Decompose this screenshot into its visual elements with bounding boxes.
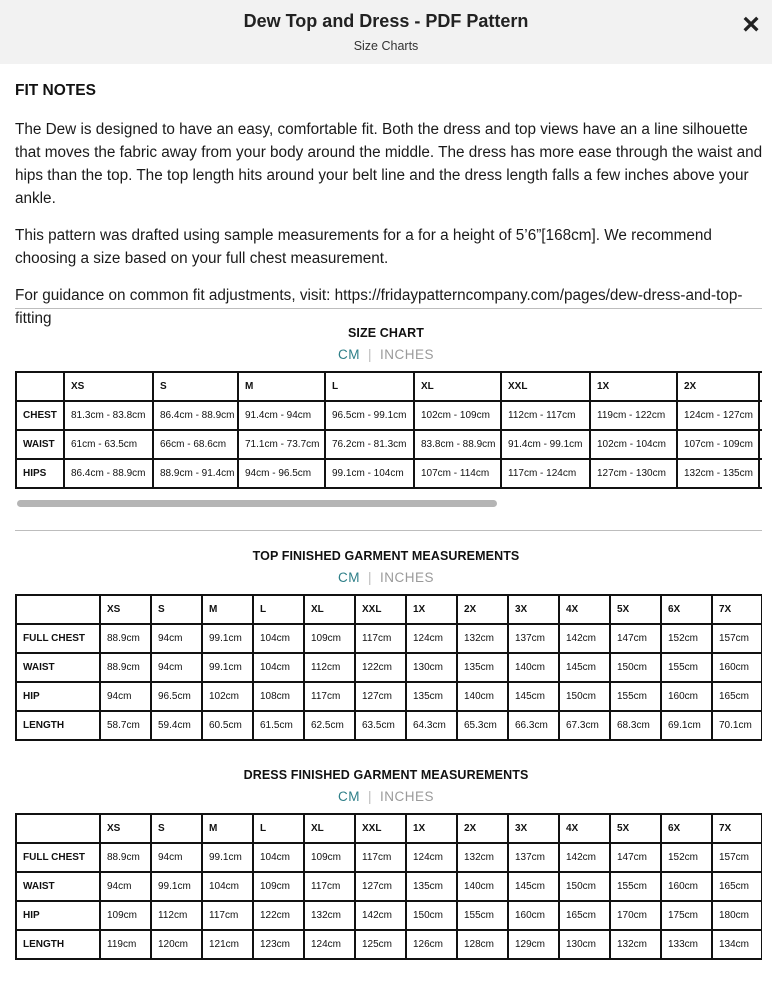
modal-title: Dew Top and Dress - PDF Pattern [243,11,529,31]
column-header [16,595,100,624]
row-header: CHEST [16,401,64,430]
row-header: LENGTH [16,930,100,959]
table-cell: 94cm [100,682,151,711]
table-cell: 128cm [457,930,508,959]
table-cell: 119cm - 122cm [590,401,677,430]
table-cell: 94cm [151,653,202,682]
table-header-row [16,595,762,624]
column-header: 2X [457,814,508,843]
table-cell: 88.9cm [100,843,151,872]
column-header: S [151,814,202,843]
column-header: M [202,814,253,843]
table-cell [759,459,762,488]
table-cell: 67.3cm [559,711,610,740]
column-header: XL [304,595,355,624]
column-header: XL [304,814,355,843]
table-cell: 155cm [610,682,661,711]
column-header: XXL [355,595,406,624]
table-cell: 76.2cm - 81.3cm [325,430,414,459]
table-cell: 59.4cm [151,711,202,740]
table-cell: 180cm [712,901,762,930]
table-cell: 117cm [355,624,406,653]
table-cell: 94cm [151,843,202,872]
table-cell: 112cm [304,653,355,682]
unit-inches-button[interactable]: INCHES [380,570,435,585]
table-cell: 142cm [559,843,610,872]
table-cell: 155cm [457,901,508,930]
table-row [16,430,762,459]
table-cell: 132cm [457,624,508,653]
table-cell: 132cm [304,901,355,930]
table-cell: 94cm [100,872,151,901]
row-header: FULL CHEST [16,624,100,653]
table-cell: 86.4cm - 88.9cm [153,401,238,430]
table-cell: 88.9cm [100,624,151,653]
table-cell: 145cm [559,653,610,682]
top-chart-area [15,594,762,752]
table-cell: 94cm [151,624,202,653]
table-cell: 104cm [253,624,304,653]
table-cell: 152cm [661,843,712,872]
unit-separator: | [367,789,372,804]
table-cell: 117cm [202,901,253,930]
table-row [16,653,762,682]
table-cell: 71.1cm - 73.7cm [238,430,325,459]
table-cell: 140cm [457,682,508,711]
table-cell: 130cm [406,653,457,682]
modal-header [0,0,772,64]
table-cell: 69.1cm [661,711,712,740]
table-cell: 150cm [406,901,457,930]
column-header: L [253,595,304,624]
table-cell: 145cm [508,872,559,901]
unit-cm-button[interactable]: CM [337,570,360,585]
size-chart-title: SIZE CHART [348,326,424,340]
table-cell: 152cm [661,624,712,653]
table-cell: 88.9cm [100,653,151,682]
table-cell: 155cm [610,872,661,901]
table-cell: 66.3cm [508,711,559,740]
table-cell: 96.5cm - 99.1cm [325,401,414,430]
table-cell: 127cm - 130cm [590,459,677,488]
table-cell: 94cm - 96.5cm [238,459,325,488]
table-cell: 160cm [661,682,712,711]
column-header: XL [414,372,501,401]
table-row [16,872,762,901]
table-cell: 117cm [304,872,355,901]
table-cell: 121cm [202,930,253,959]
column-header: M [202,595,253,624]
table-cell: 117cm [304,682,355,711]
fit-notes-link-paragraph: For guidance on common fit adjustments, visit: https://fridaypatterncompany.com/pages/dew-dress-and-top-fitting [15,287,743,327]
table-cell: 109cm [100,901,151,930]
table-cell: 60.5cm [202,711,253,740]
table-cell: 125cm [355,930,406,959]
table-cell [759,430,762,459]
table-header-row [16,372,762,401]
row-header: HIPS [16,459,64,488]
modal-subtitle: Size Charts [353,39,419,53]
table-row [16,624,762,653]
table-cell: 124cm [304,930,355,959]
table-cell: 81.3cm - 83.8cm [64,401,153,430]
table-cell: 108cm [253,682,304,711]
column-header: 3X [508,814,559,843]
fit-notes [15,82,767,344]
table-cell: 91.4cm - 99.1cm [501,430,590,459]
unit-separator: | [367,347,372,362]
column-header: XS [100,595,151,624]
row-header: HIP [16,901,100,930]
table-cell: 119cm [100,930,151,959]
table-row [16,459,762,488]
table-cell: 137cm [508,843,559,872]
table-cell: 147cm [610,843,661,872]
table-cell: 120cm [151,930,202,959]
table-cell: 63.5cm [355,711,406,740]
column-header: XXL [355,814,406,843]
size-chart-scrollbar[interactable] [17,500,497,507]
size-chart-table [15,371,762,489]
column-header: M [238,372,325,401]
dress-chart-title: DRESS FINISHED GARMENT MEASUREMENTS [243,768,529,782]
table-row [16,401,762,430]
table-row [16,682,762,711]
table-cell: 99.1cm [202,843,253,872]
divider [15,308,762,309]
row-header: HIP [16,682,100,711]
row-header: WAIST [16,872,100,901]
table-cell: 112cm - 117cm [501,401,590,430]
table-cell: 99.1cm [202,653,253,682]
column-header: 6X [661,814,712,843]
table-cell: 102cm [202,682,253,711]
table-header-row [16,814,762,843]
fit-notes-paragraph: This pattern was drafted using sample measurements for a for a height of 5’6”[168cm]. We recommend choosing a size based on your full chest measurement. [15,227,712,267]
table-cell: 133cm [661,930,712,959]
table-cell: 124cm [406,843,457,872]
table-cell: 142cm [559,624,610,653]
table-cell: 58.7cm [100,711,151,740]
table-cell: 135cm [406,872,457,901]
table-cell: 160cm [508,901,559,930]
table-cell: 112cm [151,901,202,930]
table-cell: 104cm [253,843,304,872]
table-cell: 65.3cm [457,711,508,740]
table-cell: 134cm [712,930,762,959]
unit-separator: | [367,570,372,585]
column-header: 2X [677,372,759,401]
table-cell: 170cm [610,901,661,930]
unit-cm-button[interactable]: CM [337,789,360,804]
table-row [16,930,762,959]
table-cell: 155cm [661,653,712,682]
table-cell: 130cm [559,930,610,959]
table-row [16,843,762,872]
table-cell: 175cm [661,901,712,930]
table-cell: 140cm [457,872,508,901]
table-cell: 132cm [457,843,508,872]
column-header: 5X [610,814,661,843]
unit-cm-button[interactable]: CM [337,347,360,362]
table-cell: 150cm [610,653,661,682]
table-cell [759,401,762,430]
table-cell: 117cm - 124cm [501,459,590,488]
table-cell: 150cm [559,682,610,711]
dress-chart-unit-toggle [0,789,772,804]
table-cell: 102cm - 109cm [414,401,501,430]
table-cell: 83.8cm - 88.9cm [414,430,501,459]
table-cell: 165cm [559,901,610,930]
column-header: 7X [712,814,762,843]
column-header: XS [100,814,151,843]
table-cell: 127cm [355,872,406,901]
unit-inches-button[interactable]: INCHES [380,347,435,362]
column-header: 7X [712,595,762,624]
table-cell: 160cm [661,872,712,901]
column-header: 4X [559,595,610,624]
table-cell: 102cm - 104cm [590,430,677,459]
divider [15,530,762,531]
table-cell: 61.5cm [253,711,304,740]
column-header: 2X [457,595,508,624]
table-cell: 145cm [508,682,559,711]
size-chart-unit-toggle [0,347,772,362]
table-cell: 104cm [253,653,304,682]
fit-notes-paragraph: The Dew is designed to have an easy, comfortable fit. Both the dress and top views have an a line silhouette that moves the fabric away from your body around the middle. The dress has more ease through the waist and hips than the top. The top length hits around your belt line and the dress length falls a few inches above your ankle. [15,121,763,207]
column-header: 1X [406,595,457,624]
table-row [16,711,762,740]
table-cell: 122cm [253,901,304,930]
table-cell: 129cm [508,930,559,959]
table-cell: 165cm [712,872,762,901]
table-cell: 126cm [406,930,457,959]
table-cell: 124cm [406,624,457,653]
table-cell: 117cm [355,843,406,872]
table-cell: 61cm - 63.5cm [64,430,153,459]
table-cell: 132cm - 135cm [677,459,759,488]
table-cell: 107cm - 114cm [414,459,501,488]
table-row [16,901,762,930]
table-cell: 157cm [712,624,762,653]
table-cell: 96.5cm [151,682,202,711]
table-cell: 88.9cm - 91.4cm [153,459,238,488]
column-header [16,372,64,401]
column-header: 5X [610,595,661,624]
table-cell: 124cm - 127cm [677,401,759,430]
table-cell: 99.1cm [151,872,202,901]
unit-inches-button[interactable]: INCHES [380,789,435,804]
top-chart-unit-toggle [0,570,772,585]
fit-notes-heading: FIT NOTES [15,82,96,99]
table-cell: 109cm [304,843,355,872]
table-cell: 165cm [712,682,762,711]
size-chart-scroll-area[interactable] [15,371,762,498]
dress-chart-area [15,813,762,971]
table-cell: 68.3cm [610,711,661,740]
table-cell: 64.3cm [406,711,457,740]
top-chart-title: TOP FINISHED GARMENT MEASUREMENTS [252,549,520,563]
table-cell: 150cm [559,872,610,901]
row-header: WAIST [16,653,100,682]
table-cell: 62.5cm [304,711,355,740]
table-cell: 70.1cm [712,711,762,740]
dress-chart-table [15,813,762,960]
column-header: 6X [661,595,712,624]
table-cell: 135cm [457,653,508,682]
column-header: L [325,372,414,401]
table-cell: 99.1cm [202,624,253,653]
table-cell: 107cm - 109cm [677,430,759,459]
row-header: LENGTH [16,711,100,740]
table-cell: 123cm [253,930,304,959]
close-icon[interactable]: × [742,8,760,41]
table-cell: 122cm [355,653,406,682]
table-cell: 137cm [508,624,559,653]
row-header: WAIST [16,430,64,459]
column-header: L [253,814,304,843]
column-header: S [151,595,202,624]
table-cell: 160cm [712,653,762,682]
column-header [16,814,100,843]
table-cell: 142cm [355,901,406,930]
table-cell: 91.4cm - 94cm [238,401,325,430]
table-cell: 157cm [712,843,762,872]
column-header: XS [64,372,153,401]
table-cell: 127cm [355,682,406,711]
table-cell: 109cm [253,872,304,901]
column-header: 3X [508,595,559,624]
table-cell: 99.1cm - 104cm [325,459,414,488]
row-header: FULL CHEST [16,843,100,872]
column-header: 1X [590,372,677,401]
column-header: 1X [406,814,457,843]
column-header: S [153,372,238,401]
column-header: 4X [559,814,610,843]
table-cell: 86.4cm - 88.9cm [64,459,153,488]
table-cell: 132cm [610,930,661,959]
table-cell: 66cm - 68.6cm [153,430,238,459]
top-chart-table [15,594,762,741]
table-cell: 104cm [202,872,253,901]
table-cell: 135cm [406,682,457,711]
table-cell: 109cm [304,624,355,653]
table-cell: 140cm [508,653,559,682]
table-cell: 147cm [610,624,661,653]
column-header [759,372,762,401]
column-header: XXL [501,372,590,401]
